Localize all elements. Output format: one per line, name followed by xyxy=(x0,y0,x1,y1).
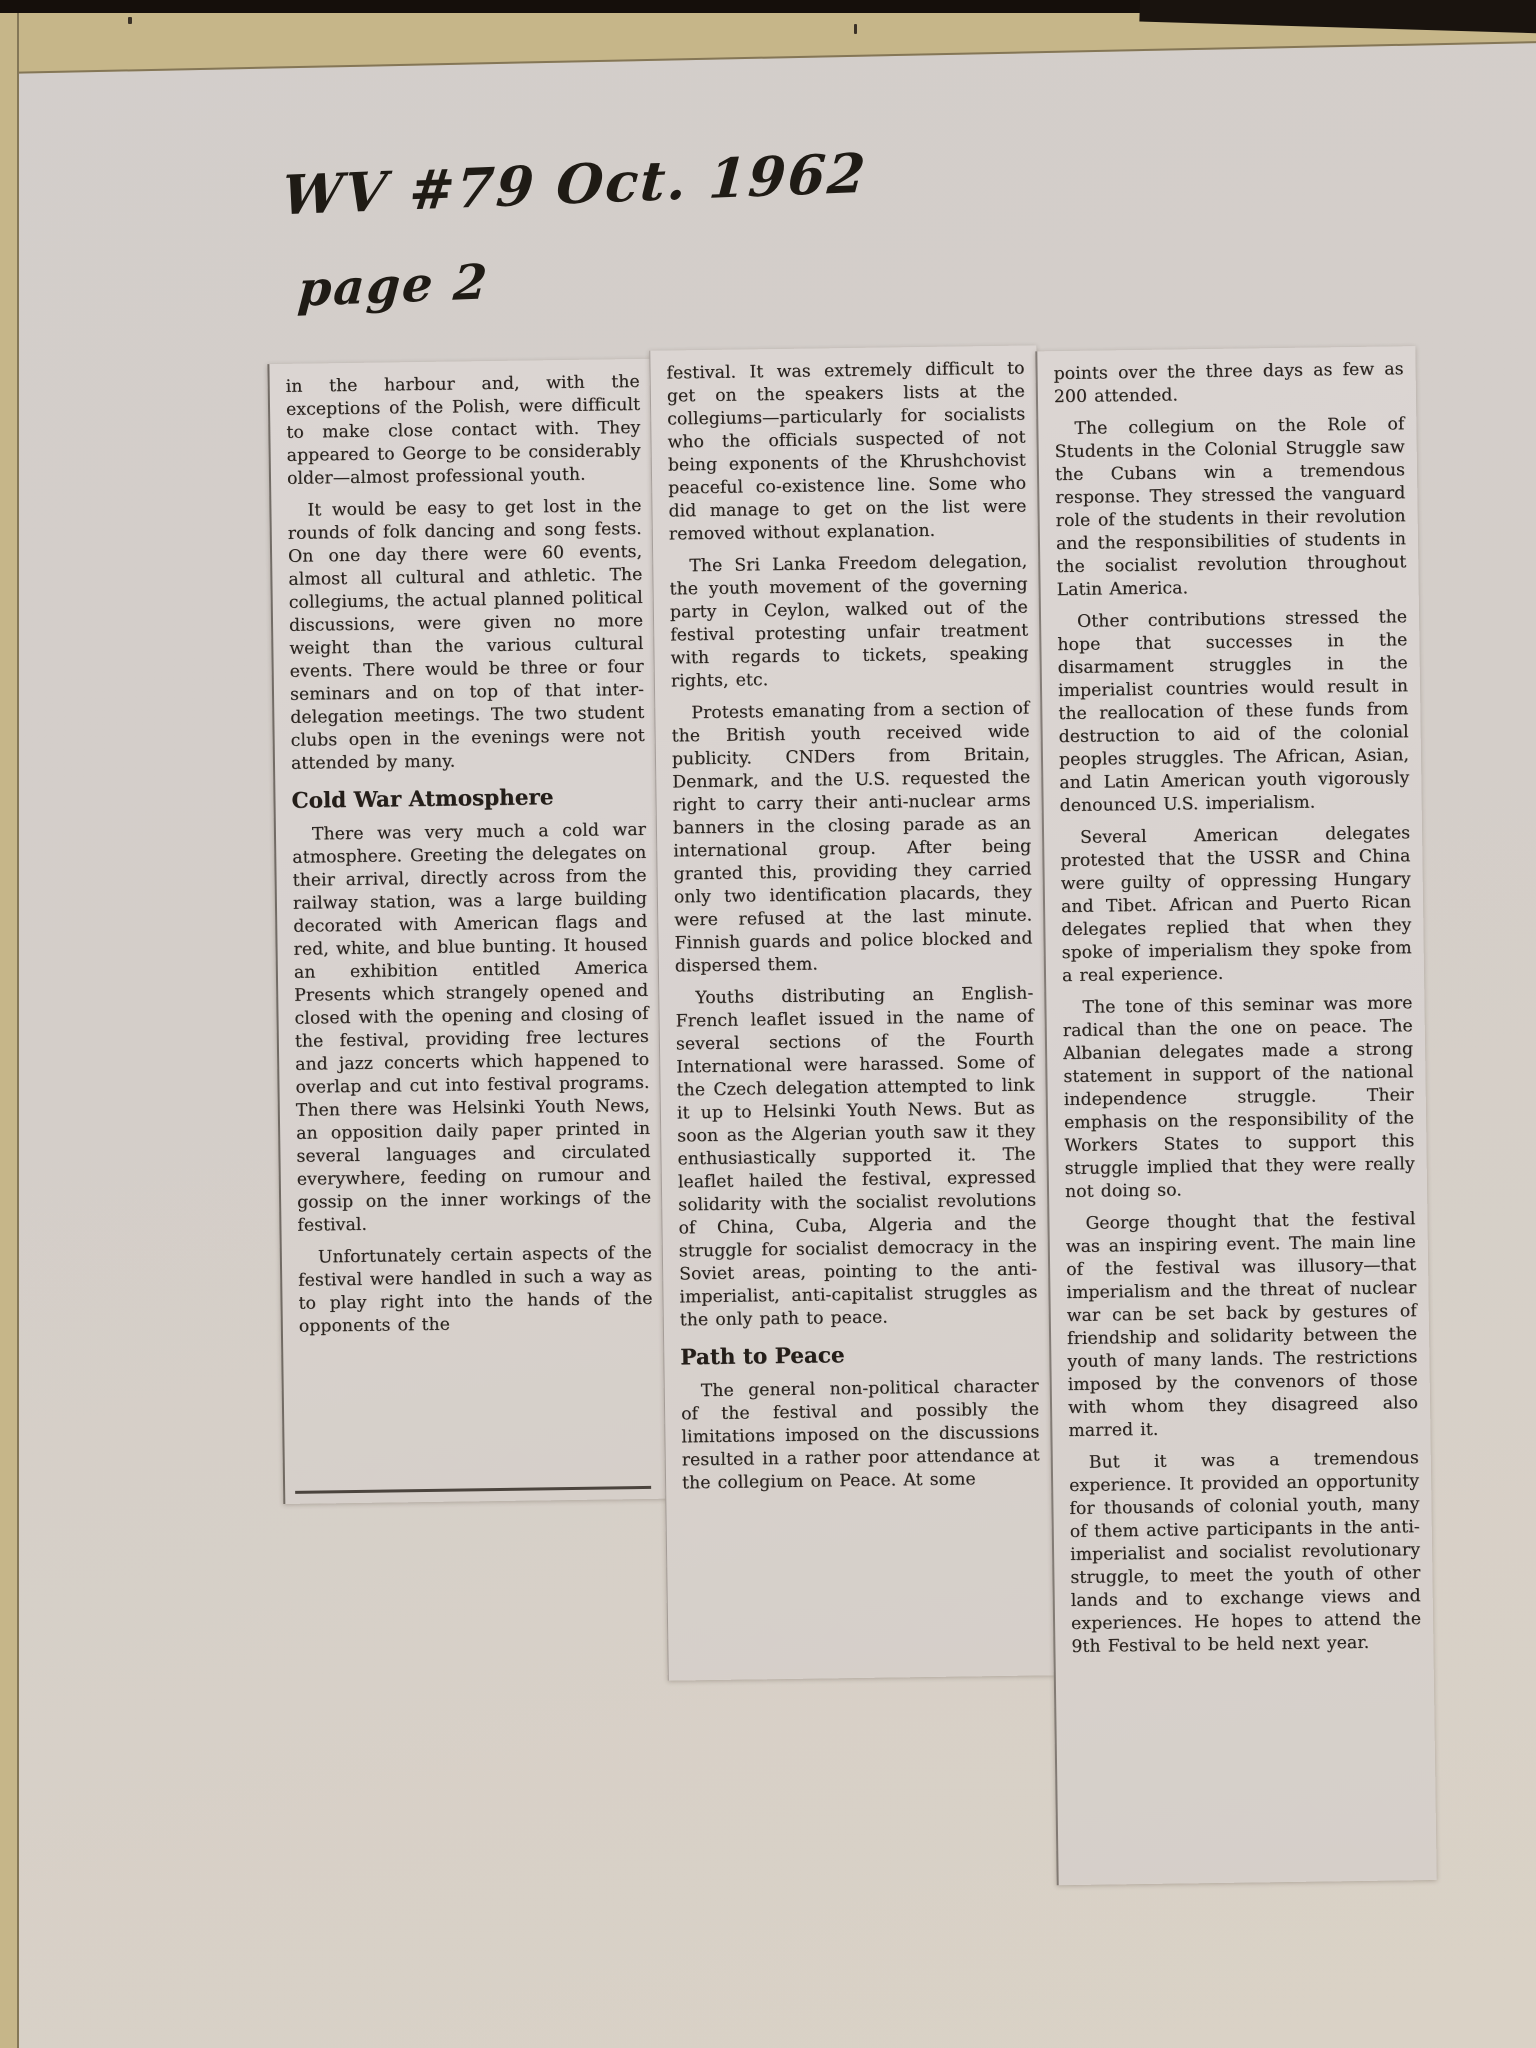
news-paragraph: The Sri Lanka Freedom delegation, the youth movement of the governing party in Ceylon, walked out of the festival protesting unfair treatment with regards to tickets, speaking rights, etc. xyxy=(669,551,1029,692)
clipping-column-2 xyxy=(649,345,1055,1680)
news-paragraph: Youths distributing an English-French leaflet issued in the name of several sections of the Fourth International were harassed. Some of the Czech delegation attempted to link it up to Helsinki Youth News. But as soon as the Algerian youth saw it they enthusiastically supported it. The leaflet hailed the festival, expressed solidarity with the socialist revolutions of China, Cuba, Algeria and the struggle for socialist democracy in the Soviet areas, pointing to the anti-imperialist, anti-capitalist struggles as the only path to peace. xyxy=(675,983,1038,1331)
news-paragraph: Protests emanating from a section of the British youth received wide publicity. CNDers from Britain, Denmark, and the U.S. requested the right to carry their anti-nuclear arms banners in the closing parade as an international group. After being granted this, providing they carried only two identification placards, they were refused at the last minute. Finnish guards and police blocked and dispersed them. xyxy=(671,698,1033,977)
news-paragraph: But it was a tremendous experience. It provided an opportunity for thousands of colonial youth, many of them active participants in the anti-imperialist and socialist revolutionary struggle, to meet the youth of other lands and to exchange views and experiences. He hopes to attend the 9th Festival to be held next year. xyxy=(1069,1448,1422,1658)
section-heading-path-to-peace: Path to Peace xyxy=(680,1343,845,1371)
handwritten-issue-date: WV #79 Oct. 1962 xyxy=(280,140,870,228)
news-paragraph: points over the three days as few as 200 attended. xyxy=(1053,359,1404,408)
ink-speck xyxy=(854,24,857,34)
news-paragraph: It would be easy to get lost in the rounds of folk dancing and song fests. On one day there were 60 events, almost all cultural and athletic. The collegiums, the actual planned political discussions, were given no more weight than the various cultural events. There would be three or four seminars and on top of that inter-delegation meetings. The two student clubs open in the evenings were not attended by many. xyxy=(287,495,645,774)
news-paragraph: Several American delegates protested that the USSR and China were guilty of oppressing Hungary and Tibet. African and Puerto Rican delegates replied that when they spoke of imperialism they spoke from a real experience. xyxy=(1060,823,1412,987)
news-paragraph: Other contributions stressed the hope that successes in the disarmament struggles in the imperialist countries would result in the reallocation of these funds from destruction to aid of the colonial peoples struggles. The African, Asian, and Latin American youth vigorously denounced U.S. imperialism. xyxy=(1057,607,1410,817)
news-paragraph: There was very much a cold war atmosphere. Greeting the delegates on their arrival, directly across from the railway station, was a large building decorated with American flags and red, white, and blue bunting. It housed an exhibition entitled America Presents which strangely opened and closed with the opening and closing of the festival, providing free lectures and jazz concerts which happened to overlap and cut into festival programs. Then there was Helsinki Youth News, an opposition daily paper printed in several languages and circulated everywhere, feeding on rumour and gossip on the inner workings of the festival. xyxy=(292,819,652,1236)
news-paragraph: festival. It was extremely difficult to get on the speakers lists at the collegiums—particularly for socialists who the officials suspected of not being exponents of the Khrushchovist peaceful co-existence line. Some who did manage to get on the list were removed without explanation. xyxy=(666,358,1027,545)
album-paper-left-edge xyxy=(0,0,19,2048)
news-paragraph: The tone of this seminar was more radical than the one on peace. The Albanian delegates made a strong statement in support of the national independence struggle. Their emphasis on the responsibility of the Workers States to support this struggle implied that they were really not doing so. xyxy=(1062,993,1415,1203)
section-heading-cold-war-atmosphere: Cold War Atmosphere xyxy=(291,785,554,814)
news-paragraph: Unfortunately certain aspects of the festival were handled in such a way as to play right into the hands of the opponents of the xyxy=(298,1242,653,1337)
news-paragraph: George thought that the festival was an inspiring event. The main line of the festival was illusory—that imperialism and the threat of nuclear war can be set back by gestures of friendship and solidarity between the youth of many lands. The restrictions imposed by the convenors of those with whom they disagreed also marred it. xyxy=(1065,1209,1419,1442)
news-paragraph: The general non-political character of the festival and possibly the limitations imposed on the discussions resulted in a rather poor attendance at the collegium on Peace. At some xyxy=(680,1376,1040,1494)
news-paragraph: in the harbour and, with the exceptions of the Polish, were difficult to make close contact with. They appeared to George to be considerably older—almost professional youth. xyxy=(285,371,641,489)
news-paragraph: The collegium on the Role of Students in the Colonial Struggle saw the Cubans win a tremendous response. They stressed the vanguard role of the students in their revolution and the responsibilities of students in the socialist revolution throughout Latin America. xyxy=(1054,414,1407,601)
clipping-column-1 xyxy=(267,359,667,1504)
column-text xyxy=(650,345,1052,1495)
handwritten-page-number: page 2 xyxy=(296,254,491,318)
clipping-column-3 xyxy=(1035,346,1436,1885)
newspaper-clipping xyxy=(267,340,1438,1896)
column-text xyxy=(269,359,665,1339)
column-text xyxy=(1037,346,1433,1659)
ink-speck xyxy=(128,17,132,24)
column-end-rule xyxy=(295,1486,651,1494)
